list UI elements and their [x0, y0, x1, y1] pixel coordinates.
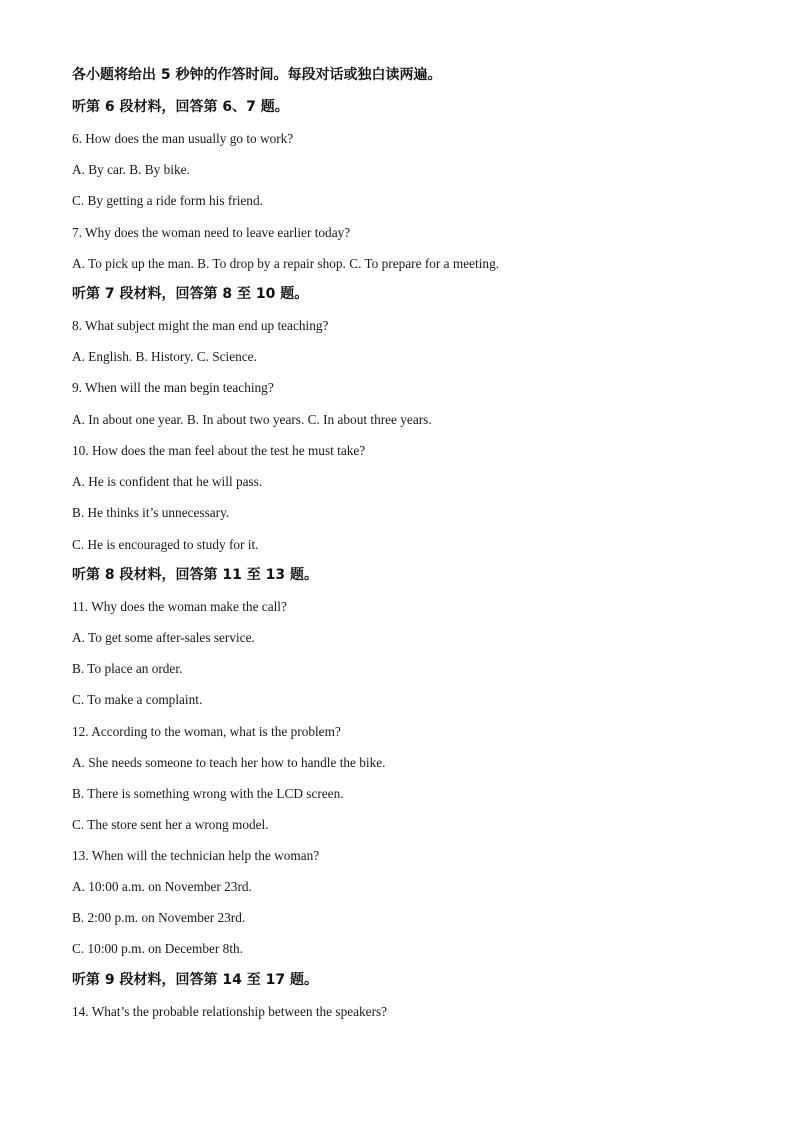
question-10: 10. How does the man feel about the test he must take?: [72, 443, 366, 458]
section-heading: 听第 8 段材料，回答第 11 至 13 题。: [72, 567, 318, 583]
options-line: A. English. B. History. C. Science.: [72, 349, 257, 364]
option-line: B. 2:00 p.m. on November 23rd.: [72, 910, 246, 925]
question-12: 12. According to the woman, what is the problem?: [72, 724, 341, 739]
option-line: A. 10:00 a.m. on November 23rd.: [72, 879, 252, 894]
option-line: A. She needs someone to teach her how to handle the bike.: [72, 755, 386, 770]
section-heading: 听第 6 段材料，回答第 6、7 题。: [72, 99, 289, 115]
section-heading: 听第 9 段材料，回答第 14 至 17 题。: [72, 972, 318, 988]
question-11: 11. Why does the woman make the call?: [72, 599, 287, 614]
question-8: 8. What subject might the man end up teaching?: [72, 318, 329, 333]
options-line: A. By car. B. By bike.: [72, 162, 190, 177]
option-line: C. He is encouraged to study for it.: [72, 537, 259, 552]
question-13: 13. When will the technician help the woman?: [72, 848, 320, 863]
question-9: 9. When will the man begin teaching?: [72, 380, 274, 395]
option-line: C. By getting a ride form his friend.: [72, 193, 263, 208]
options-line: A. To pick up the man. B. To drop by a repair shop. C. To prepare for a meeting.: [72, 256, 500, 271]
instructions-text: 各小题将给出 5 秒钟的作答时间。每段对话或独白读两遍。: [72, 67, 442, 83]
option-line: A. To get some after-sales service.: [72, 630, 255, 645]
option-line: B. He thinks it’s unnecessary.: [72, 505, 230, 520]
section-heading: 听第 7 段材料，回答第 8 至 10 题。: [72, 286, 309, 302]
option-line: B. To place an order.: [72, 661, 183, 676]
option-line: C. The store sent her a wrong model.: [72, 817, 269, 832]
question-6: 6. How does the man usually go to work?: [72, 131, 294, 146]
question-7: 7. Why does the woman need to leave earlier today?: [72, 225, 351, 240]
option-line: C. To make a complaint.: [72, 692, 203, 707]
options-line: A. In about one year. B. In about two years. C. In about three years.: [72, 412, 432, 427]
option-line: A. He is confident that he will pass.: [72, 474, 263, 489]
question-14: 14. What’s the probable relationship between the speakers?: [72, 1004, 388, 1019]
option-line: C. 10:00 p.m. on December 8th.: [72, 941, 243, 956]
option-line: B. There is something wrong with the LCD screen.: [72, 786, 344, 801]
